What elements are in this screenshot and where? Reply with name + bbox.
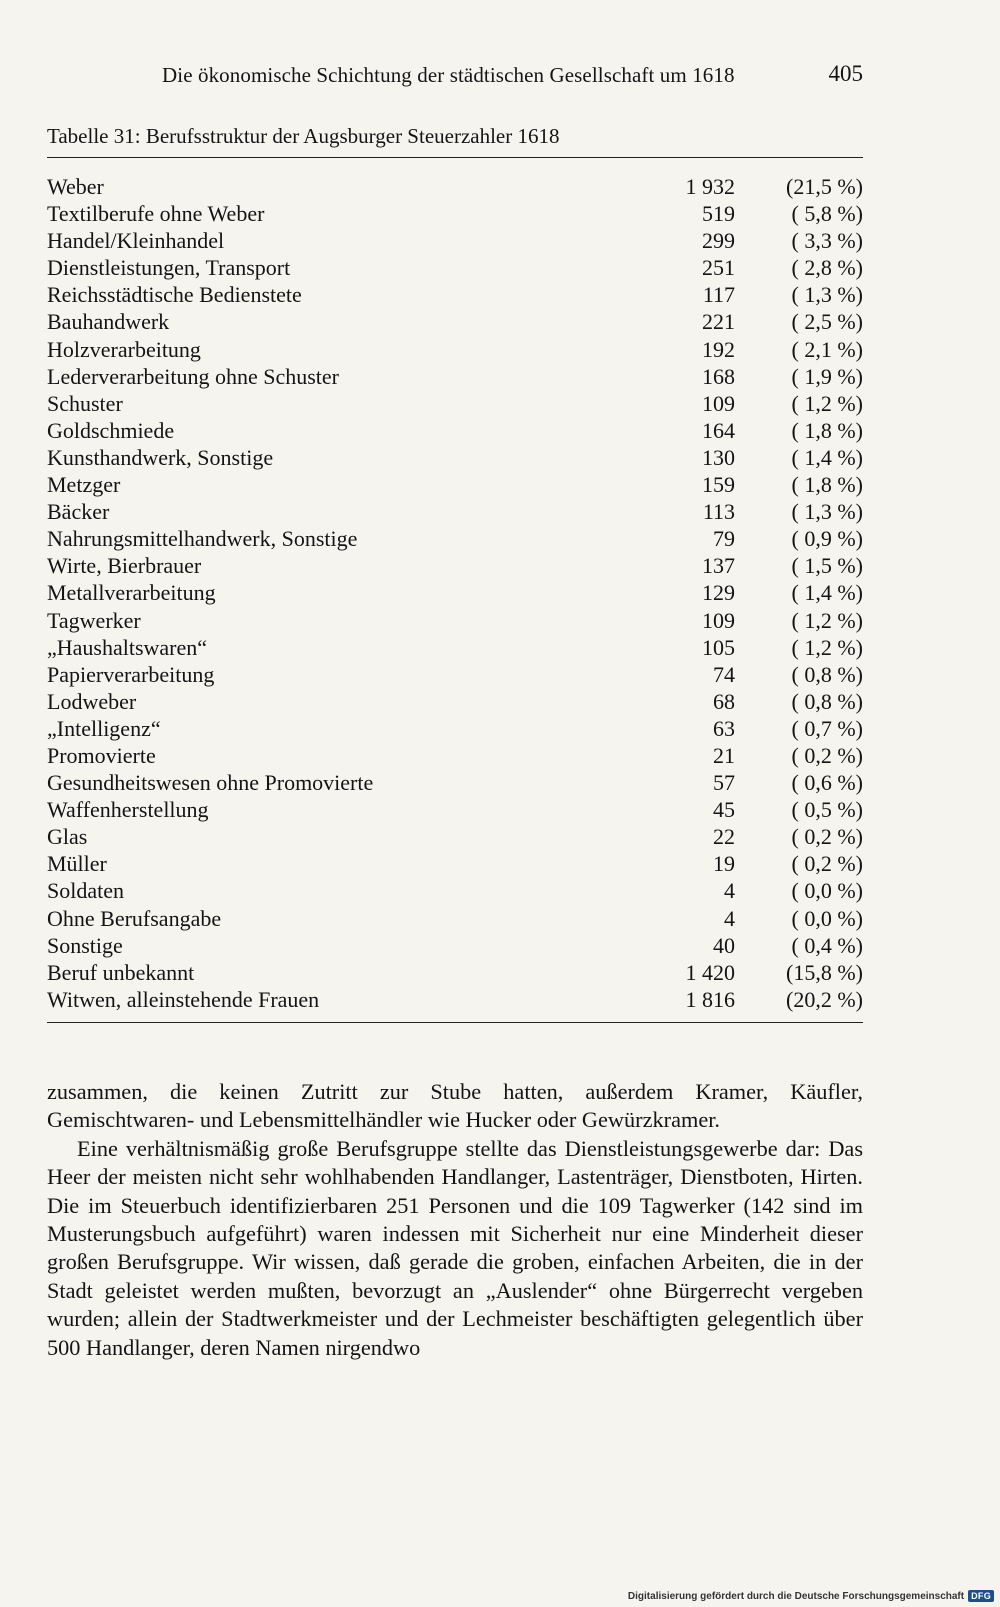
row-percent: ( 1,3 %) bbox=[791, 499, 863, 525]
table-row bbox=[47, 390, 863, 417]
row-percent: ( 0,5 %) bbox=[791, 797, 863, 823]
row-percent: ( 1,4 %) bbox=[791, 444, 863, 470]
table-row bbox=[47, 877, 863, 904]
row-label: Lodweber bbox=[47, 688, 137, 714]
running-head: Die ökonomische Schichtung der städtischen Gesellschaft um 1618 bbox=[162, 63, 735, 87]
row-percent: ( 1,2 %) bbox=[791, 607, 863, 633]
row-percent: ( 0,2 %) bbox=[791, 851, 863, 877]
row-label: Sonstige bbox=[47, 932, 123, 958]
row-count: 117 bbox=[702, 282, 735, 308]
row-label: Papierverarbeitung bbox=[47, 661, 215, 687]
table-title: Tabelle 31: Berufsstruktur der Augsburger Steuerzahler 1618 bbox=[47, 124, 560, 148]
row-label: Lederverarbeitung ohne Schuster bbox=[47, 363, 339, 389]
row-count: 45 bbox=[713, 797, 735, 823]
row-percent: ( 0,9 %) bbox=[791, 526, 863, 552]
body-paragraph-continued: zusammen, die keinen Zutritt zur Stube hatten, außerdem Kramer, Käufler, Gemischtwaren- und Lebensmittelhändler wie Hucker oder Gewürzkramer. bbox=[47, 1079, 863, 1133]
table-row bbox=[47, 850, 863, 877]
digitization-footer bbox=[628, 1590, 994, 1602]
row-count: 192 bbox=[702, 336, 735, 362]
row-percent: ( 0,4 %) bbox=[791, 932, 863, 958]
table-row bbox=[47, 986, 863, 1013]
row-percent: ( 1,2 %) bbox=[791, 634, 863, 660]
row-label: Soldaten bbox=[47, 878, 124, 904]
table-row bbox=[47, 254, 863, 281]
table-top-rule bbox=[47, 157, 863, 158]
table-row bbox=[47, 173, 863, 200]
row-label: Witwen, alleinstehende Frauen bbox=[47, 986, 320, 1012]
table-row bbox=[47, 634, 863, 661]
row-percent: ( 0,0 %) bbox=[791, 878, 863, 904]
row-percent: ( 1,9 %) bbox=[791, 363, 863, 389]
table-row bbox=[47, 607, 863, 634]
row-label: Müller bbox=[47, 851, 107, 877]
table-row bbox=[47, 336, 863, 363]
row-count: 168 bbox=[702, 363, 735, 389]
row-count: 251 bbox=[702, 255, 735, 281]
row-label: Bauhandwerk bbox=[47, 309, 170, 335]
table-row bbox=[47, 959, 863, 986]
table-row bbox=[47, 742, 863, 769]
row-label: Wirte, Bierbrauer bbox=[47, 553, 202, 579]
table-row bbox=[47, 552, 863, 579]
row-count: 57 bbox=[713, 770, 735, 796]
row-count: 159 bbox=[702, 472, 735, 498]
row-percent: ( 2,1 %) bbox=[791, 336, 863, 362]
table-row bbox=[47, 471, 863, 498]
table-row bbox=[47, 579, 863, 606]
row-count: 299 bbox=[702, 228, 735, 254]
row-count: 137 bbox=[702, 553, 735, 579]
table-row bbox=[47, 227, 863, 254]
row-percent: ( 0,8 %) bbox=[791, 661, 863, 687]
row-label: „Haushaltswaren“ bbox=[47, 634, 208, 660]
row-label: Textilberufe ohne Weber bbox=[47, 201, 265, 227]
row-count: 109 bbox=[702, 390, 735, 416]
row-count: 4 bbox=[724, 878, 735, 904]
table-row bbox=[47, 308, 863, 335]
row-count: 68 bbox=[713, 688, 735, 714]
row-percent: ( 0,6 %) bbox=[791, 770, 863, 796]
row-label: Kunsthandwerk, Sonstige bbox=[47, 444, 274, 470]
table-row bbox=[47, 932, 863, 959]
table-row bbox=[47, 769, 863, 796]
dfg-logo-icon: DFG bbox=[968, 1590, 994, 1602]
row-label: Ohne Berufsangabe bbox=[47, 905, 222, 931]
row-percent: ( 1,4 %) bbox=[791, 580, 863, 606]
row-count: 129 bbox=[702, 580, 735, 606]
row-percent: ( 1,2 %) bbox=[791, 390, 863, 416]
row-label: Holzverarbeitung bbox=[47, 336, 201, 362]
table-row bbox=[47, 498, 863, 525]
row-count: 221 bbox=[702, 309, 735, 335]
row-percent: (15,8 %) bbox=[786, 959, 863, 985]
page-number: 405 bbox=[828, 61, 863, 86]
row-label: Gesundheitswesen ohne Promovierte bbox=[47, 770, 374, 796]
row-label: Glas bbox=[47, 824, 88, 850]
row-label: Promovierte bbox=[47, 742, 156, 768]
table-row bbox=[47, 444, 863, 471]
table-row bbox=[47, 823, 863, 850]
occupation-table bbox=[47, 173, 863, 1013]
row-percent: ( 2,8 %) bbox=[791, 255, 863, 281]
row-label: Metallverarbeitung bbox=[47, 580, 216, 606]
table-row bbox=[47, 796, 863, 823]
row-count: 79 bbox=[713, 526, 735, 552]
row-percent: ( 0,2 %) bbox=[791, 742, 863, 768]
row-count: 1 816 bbox=[685, 986, 735, 1012]
footer-credit: Digitalisierung gefördert durch die Deutsche Forschungsgemeinschaft bbox=[627, 1590, 965, 1602]
table-row bbox=[47, 417, 863, 444]
row-label: Tagwerker bbox=[47, 607, 141, 633]
row-label: Goldschmiede bbox=[47, 417, 175, 443]
row-count: 4 bbox=[724, 905, 735, 931]
row-count: 109 bbox=[702, 607, 735, 633]
row-count: 1 420 bbox=[685, 959, 735, 985]
row-count: 19 bbox=[713, 851, 735, 877]
body-text bbox=[47, 1078, 863, 1362]
row-percent: (20,2 %) bbox=[786, 986, 863, 1012]
table-row bbox=[47, 363, 863, 390]
table-row bbox=[47, 281, 863, 308]
row-label: Handel/Kleinhandel bbox=[47, 228, 225, 254]
table-row bbox=[47, 661, 863, 688]
row-percent: ( 3,3 %) bbox=[791, 228, 863, 254]
table-row bbox=[47, 525, 863, 552]
row-count: 1 932 bbox=[685, 174, 735, 199]
row-label: Nahrungsmittelhandwerk, Sonstige bbox=[47, 526, 358, 552]
row-count: 519 bbox=[702, 201, 735, 227]
row-label: Beruf unbekannt bbox=[47, 959, 195, 985]
row-count: 21 bbox=[713, 742, 735, 768]
row-percent: ( 0,0 %) bbox=[791, 905, 863, 931]
row-label: Weber bbox=[47, 174, 104, 199]
row-percent: ( 1,5 %) bbox=[791, 553, 863, 579]
body-paragraph: Eine verhältnismäßig große Berufsgruppe stellte das Dienstleistungsgewerbe dar: Das Heer der meisten nicht sehr wohlhabenden Handlanger, Lastenträger, Dienstboten, Hirten. Die im Steuerbuch identifizierbaren 251 Personen und die 109 Tagwerker (142 sind im Musterungsbuch aufgeführt) waren indessen mit Sicherheit nur eine Minderheit dieser großen Berufsgruppe. Wir wissen, daß gerade die groben, einfachen Arbeiten, die in der Stadt geleistet werden mußten, bevorzugt an „Auslender“ ohne Bürgerrecht vergeben wurden; allein der Stadtwerkmeister und der Lechmeister beschäftigten gelegentlich über 500 Handlanger, deren Namen nirgendwo bbox=[47, 1135, 863, 1360]
table-row bbox=[47, 200, 863, 227]
row-percent: ( 2,5 %) bbox=[791, 309, 863, 335]
row-percent: ( 1,3 %) bbox=[791, 282, 863, 308]
row-percent: ( 0,8 %) bbox=[791, 688, 863, 714]
row-count: 63 bbox=[713, 715, 735, 741]
row-count: 113 bbox=[702, 499, 735, 525]
row-count: 22 bbox=[713, 824, 735, 850]
row-label: „Intelligenz“ bbox=[47, 715, 161, 741]
row-percent: ( 1,8 %) bbox=[791, 472, 863, 498]
row-label: Reichsstädtische Bedienstete bbox=[47, 282, 302, 308]
row-percent: ( 1,8 %) bbox=[791, 417, 863, 443]
row-label: Schuster bbox=[47, 390, 123, 416]
row-label: Metzger bbox=[47, 472, 121, 498]
table-row bbox=[47, 715, 863, 742]
row-percent: ( 0,2 %) bbox=[791, 824, 863, 850]
row-count: 74 bbox=[713, 661, 735, 687]
row-label: Dienstleistungen, Transport bbox=[47, 255, 291, 281]
table-row bbox=[47, 905, 863, 932]
table-row bbox=[47, 688, 863, 715]
row-count: 130 bbox=[702, 444, 735, 470]
row-count: 105 bbox=[702, 634, 735, 660]
row-percent: ( 0,7 %) bbox=[791, 715, 863, 741]
row-count: 164 bbox=[702, 417, 735, 443]
row-count: 40 bbox=[713, 932, 735, 958]
row-percent: ( 5,8 %) bbox=[791, 201, 863, 227]
row-label: Waffenherstellung bbox=[47, 797, 209, 823]
table-bottom-rule bbox=[47, 1022, 863, 1023]
row-percent: (21,5 %) bbox=[786, 174, 863, 199]
row-label: Bäcker bbox=[47, 499, 110, 525]
